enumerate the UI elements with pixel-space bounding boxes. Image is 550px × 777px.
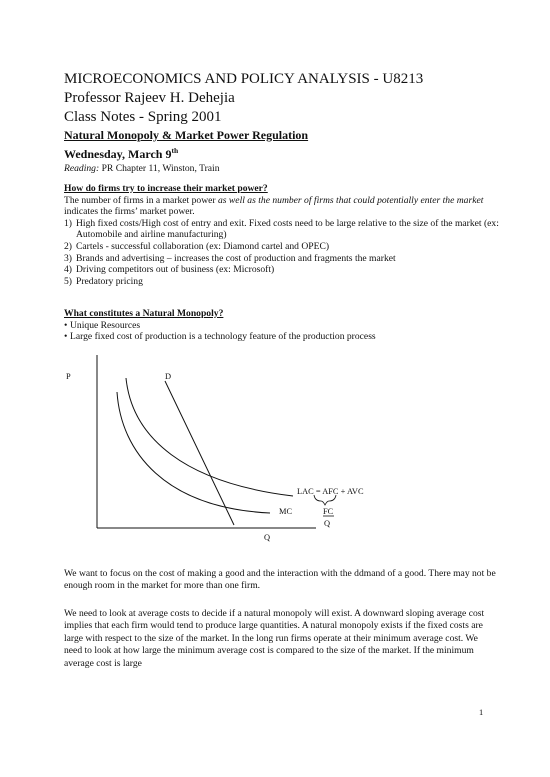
list-item-number: 2) xyxy=(64,240,72,252)
intro-text-b: indicates the firms’ market power. xyxy=(64,206,195,218)
lecture-title: Natural Monopoly & Market Power Regulation xyxy=(64,128,309,142)
paragraph-demand-cost: We want to focus on the cost of making a good and the interaction with the ddmand of a good. There may not be enough room in the market for more than one firm. xyxy=(64,568,496,592)
list-item-text: High fixed costs/High cost of entry and exit. Fixed costs need to be large relative to the size of the market (ex: Automobile and airline manufacturing) xyxy=(76,217,499,241)
mc-label: MC xyxy=(279,507,293,516)
bullet-icon: • xyxy=(64,331,68,343)
lac-curve xyxy=(126,378,293,496)
reading-text: PR Chapter 11, Winston, Train xyxy=(99,163,220,174)
demand-label: D xyxy=(165,372,172,381)
bullet-icon: • xyxy=(64,319,68,331)
mc-curve xyxy=(117,392,270,513)
market-power-heading: How do firms try to increase their market power? xyxy=(64,183,268,194)
afc-brace xyxy=(314,495,336,505)
list-item-text: Cartels - successful collaboration (ex: Diamond cartel and OPEC) xyxy=(76,240,330,252)
fc-numerator: FC xyxy=(323,507,334,516)
list-item-number: 5) xyxy=(64,275,72,287)
demand-curve xyxy=(165,381,234,525)
list-item-text: Predatory pricing xyxy=(76,275,143,287)
list-item-number: 4) xyxy=(64,264,72,276)
bullet-text: Large fixed cost of production is a technology feature of the production process xyxy=(70,331,376,343)
lecture-date-text: Wednesday, March 9 xyxy=(64,147,172,161)
list-item-text: Driving competitors out of business (ex: Microsoft) xyxy=(76,264,275,276)
professor-name: Professor Rajeev H. Dehejia xyxy=(64,90,235,106)
intro-text-italic: as well as the number of firms that could potentially enter the market xyxy=(217,194,484,206)
course-title: MICROECONOMICS AND POLICY ANALYSIS - U8213 xyxy=(64,71,424,87)
list-item-text: Brands and advertising – increases the cost of production and fragments the market xyxy=(76,252,396,264)
page-number: 1 xyxy=(479,708,484,717)
price-axis-label: P xyxy=(66,372,71,381)
natural-monopoly-heading: What constitutes a Natural Monopoly? xyxy=(64,308,224,319)
lac-label: LAC = AFC + AVC xyxy=(297,487,364,496)
paragraph-average-costs: We need to look at average costs to decide if a natural monopoly will exist. A downward sloping average cost implies that each firm would tend to produce large quantities. A natural monopoly exists if the fixed costs are large with respect to the size of the market. In the long run firms operate at their minimum average cost. We need to look at how large the minimum average cost is compared to the size of the market. If the minimum average cost is large xyxy=(64,608,485,669)
class-notes-term: Class Notes - Spring 2001 xyxy=(64,109,222,125)
bullet-text: Unique Resources xyxy=(70,319,141,331)
intro-text-a: The number of firms in a market power xyxy=(64,194,218,206)
reading-label: Reading: xyxy=(64,163,100,174)
quantity-axis-label: Q xyxy=(264,533,271,542)
list-item-number: 3) xyxy=(64,252,72,264)
fc-denominator: Q xyxy=(324,519,331,528)
list-item-number: 1) xyxy=(64,217,72,229)
date-ordinal-suffix: th xyxy=(171,146,179,155)
